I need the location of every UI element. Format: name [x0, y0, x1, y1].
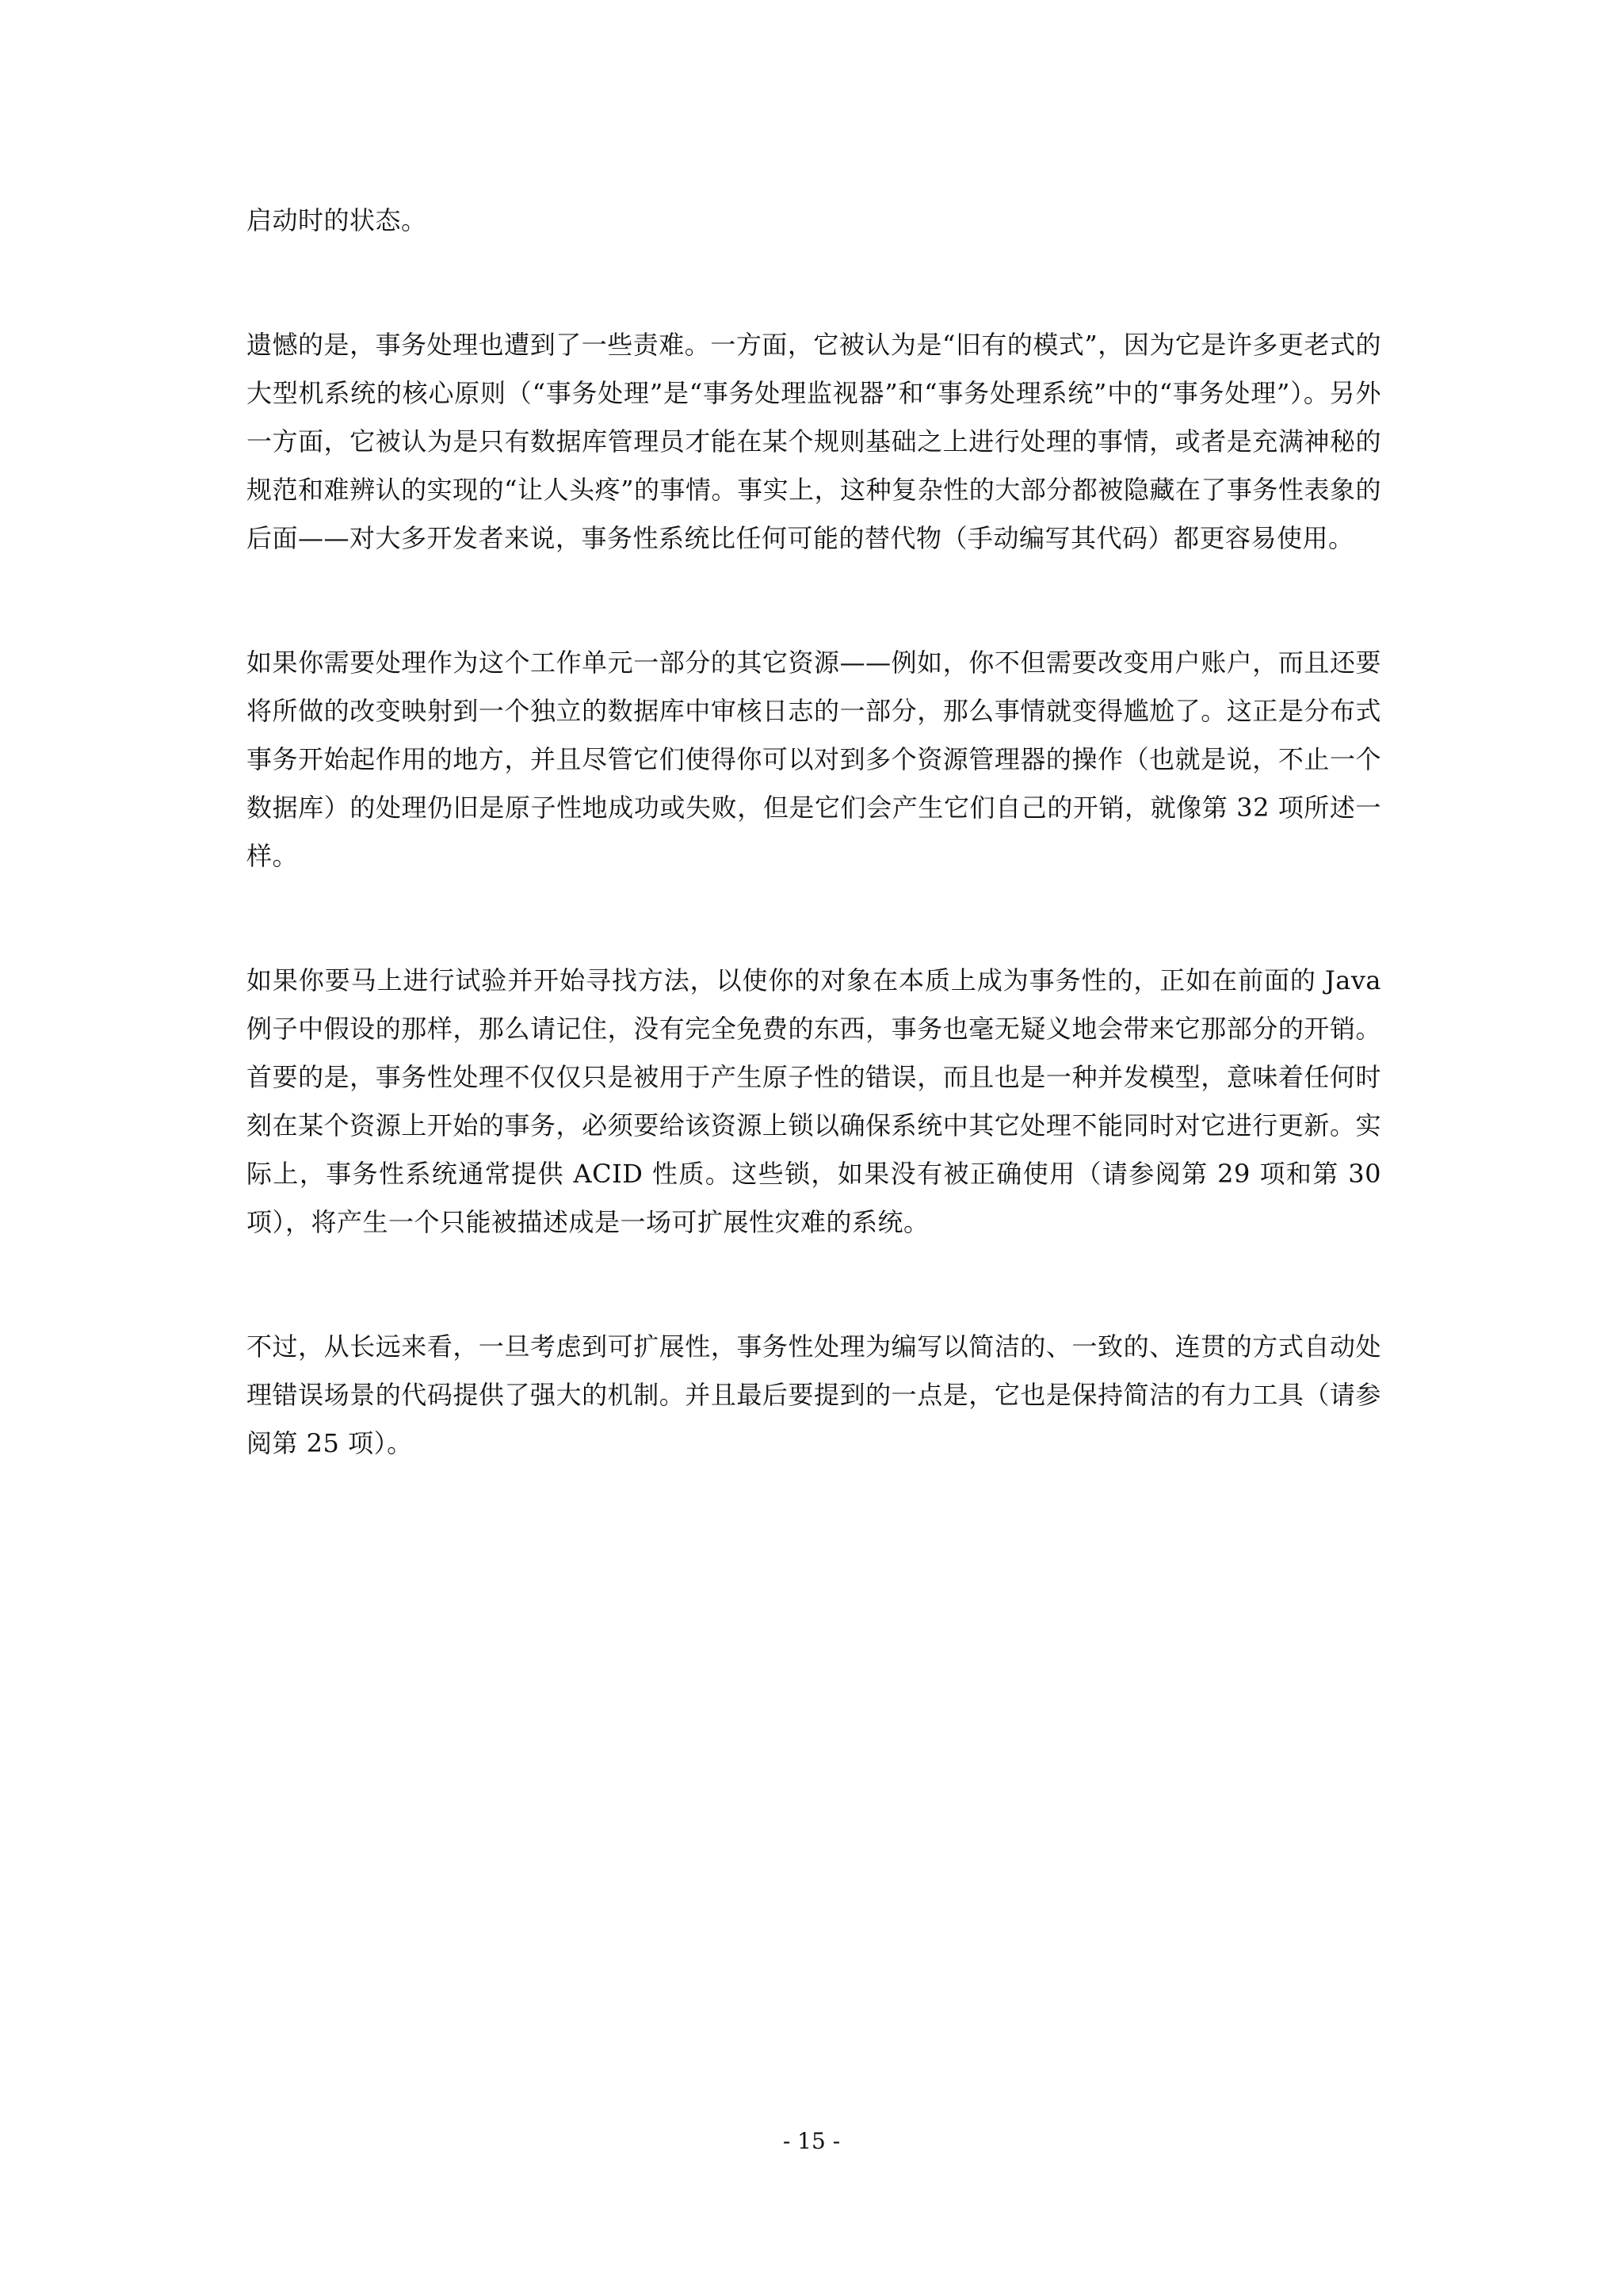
paragraph-5: 不过，从长远来看，一旦考虑到可扩展性，事务性处理为编写以简洁的、一致的、连贯的方式自动处理错误场景的代码提供了强大的机制。并且最后要提到的一点是，它也是保持简洁的有力工具（请参阅第 25 项）。: [246, 1331, 1381, 1458]
paragraph-3: 如果你需要处理作为这个工作单元一部分的其它资源——例如，你不但需要改变用户账户，而且还要将所做的改变映射到一个独立的数据库中审核日志的一部分，那么事情就变得尴尬了。这正是分布式事务开始起作用的地方，并且尽管它们使得你可以对到多个资源管理器的操作（也就是说，不止一个数据库）的处理仍旧是原子性地成功或失败，但是它们会产生它们自己的开销，就像第 32 项所述一样。: [246, 648, 1381, 871]
page-body: [246, 197, 1381, 1468]
paragraph-2: 遗憾的是，事务处理也遭到了一些责难。一方面，它被认为是“旧有的模式”，因为它是许多更老式的大型机系统的核心原则（“事务处理”是“事务处理监视器”和“事务处理系统”中的“事务处理”）。另外一方面，它被认为是只有数据库管理员才能在某个规则基础之上进行处理的事情，或者是充满神秘的规范和难辨认的实现的“让人头疼”的事情。事实上，这种复杂性的大部分都被隐藏在了事务性表象的后面——对大多开发者来说，事务性系统比任何可能的替代物（手动编写其代码）都更容易使用。: [246, 330, 1381, 553]
paragraph-1: 启动时的状态。: [246, 205, 427, 235]
page-number: - 15 -: [782, 2128, 841, 2154]
paragraph-4: 如果你要马上进行试验并开始寻找方法，以使你的对象在本质上成为事务性的，正如在前面的 Java 例子中假设的那样，那么请记住，没有完全免费的东西，事务也毫无疑义地会带来它那部分的开销。首要的是，事务性处理不仅仅只是被用于产生原子性的错误，而且也是一种并发模型，意味着任何时刻在某个资源上开始的事务，必须要给该资源上锁以确保系统中其它处理不能同时对它进行更新。实际上，事务性系统通常提供 ACID 性质。这些锁，如果没有被正确使用（请参阅第 29 项和第 30 项），将产生一个只能被描述成是一场可扩展性灾难的系统。: [246, 965, 1381, 1237]
